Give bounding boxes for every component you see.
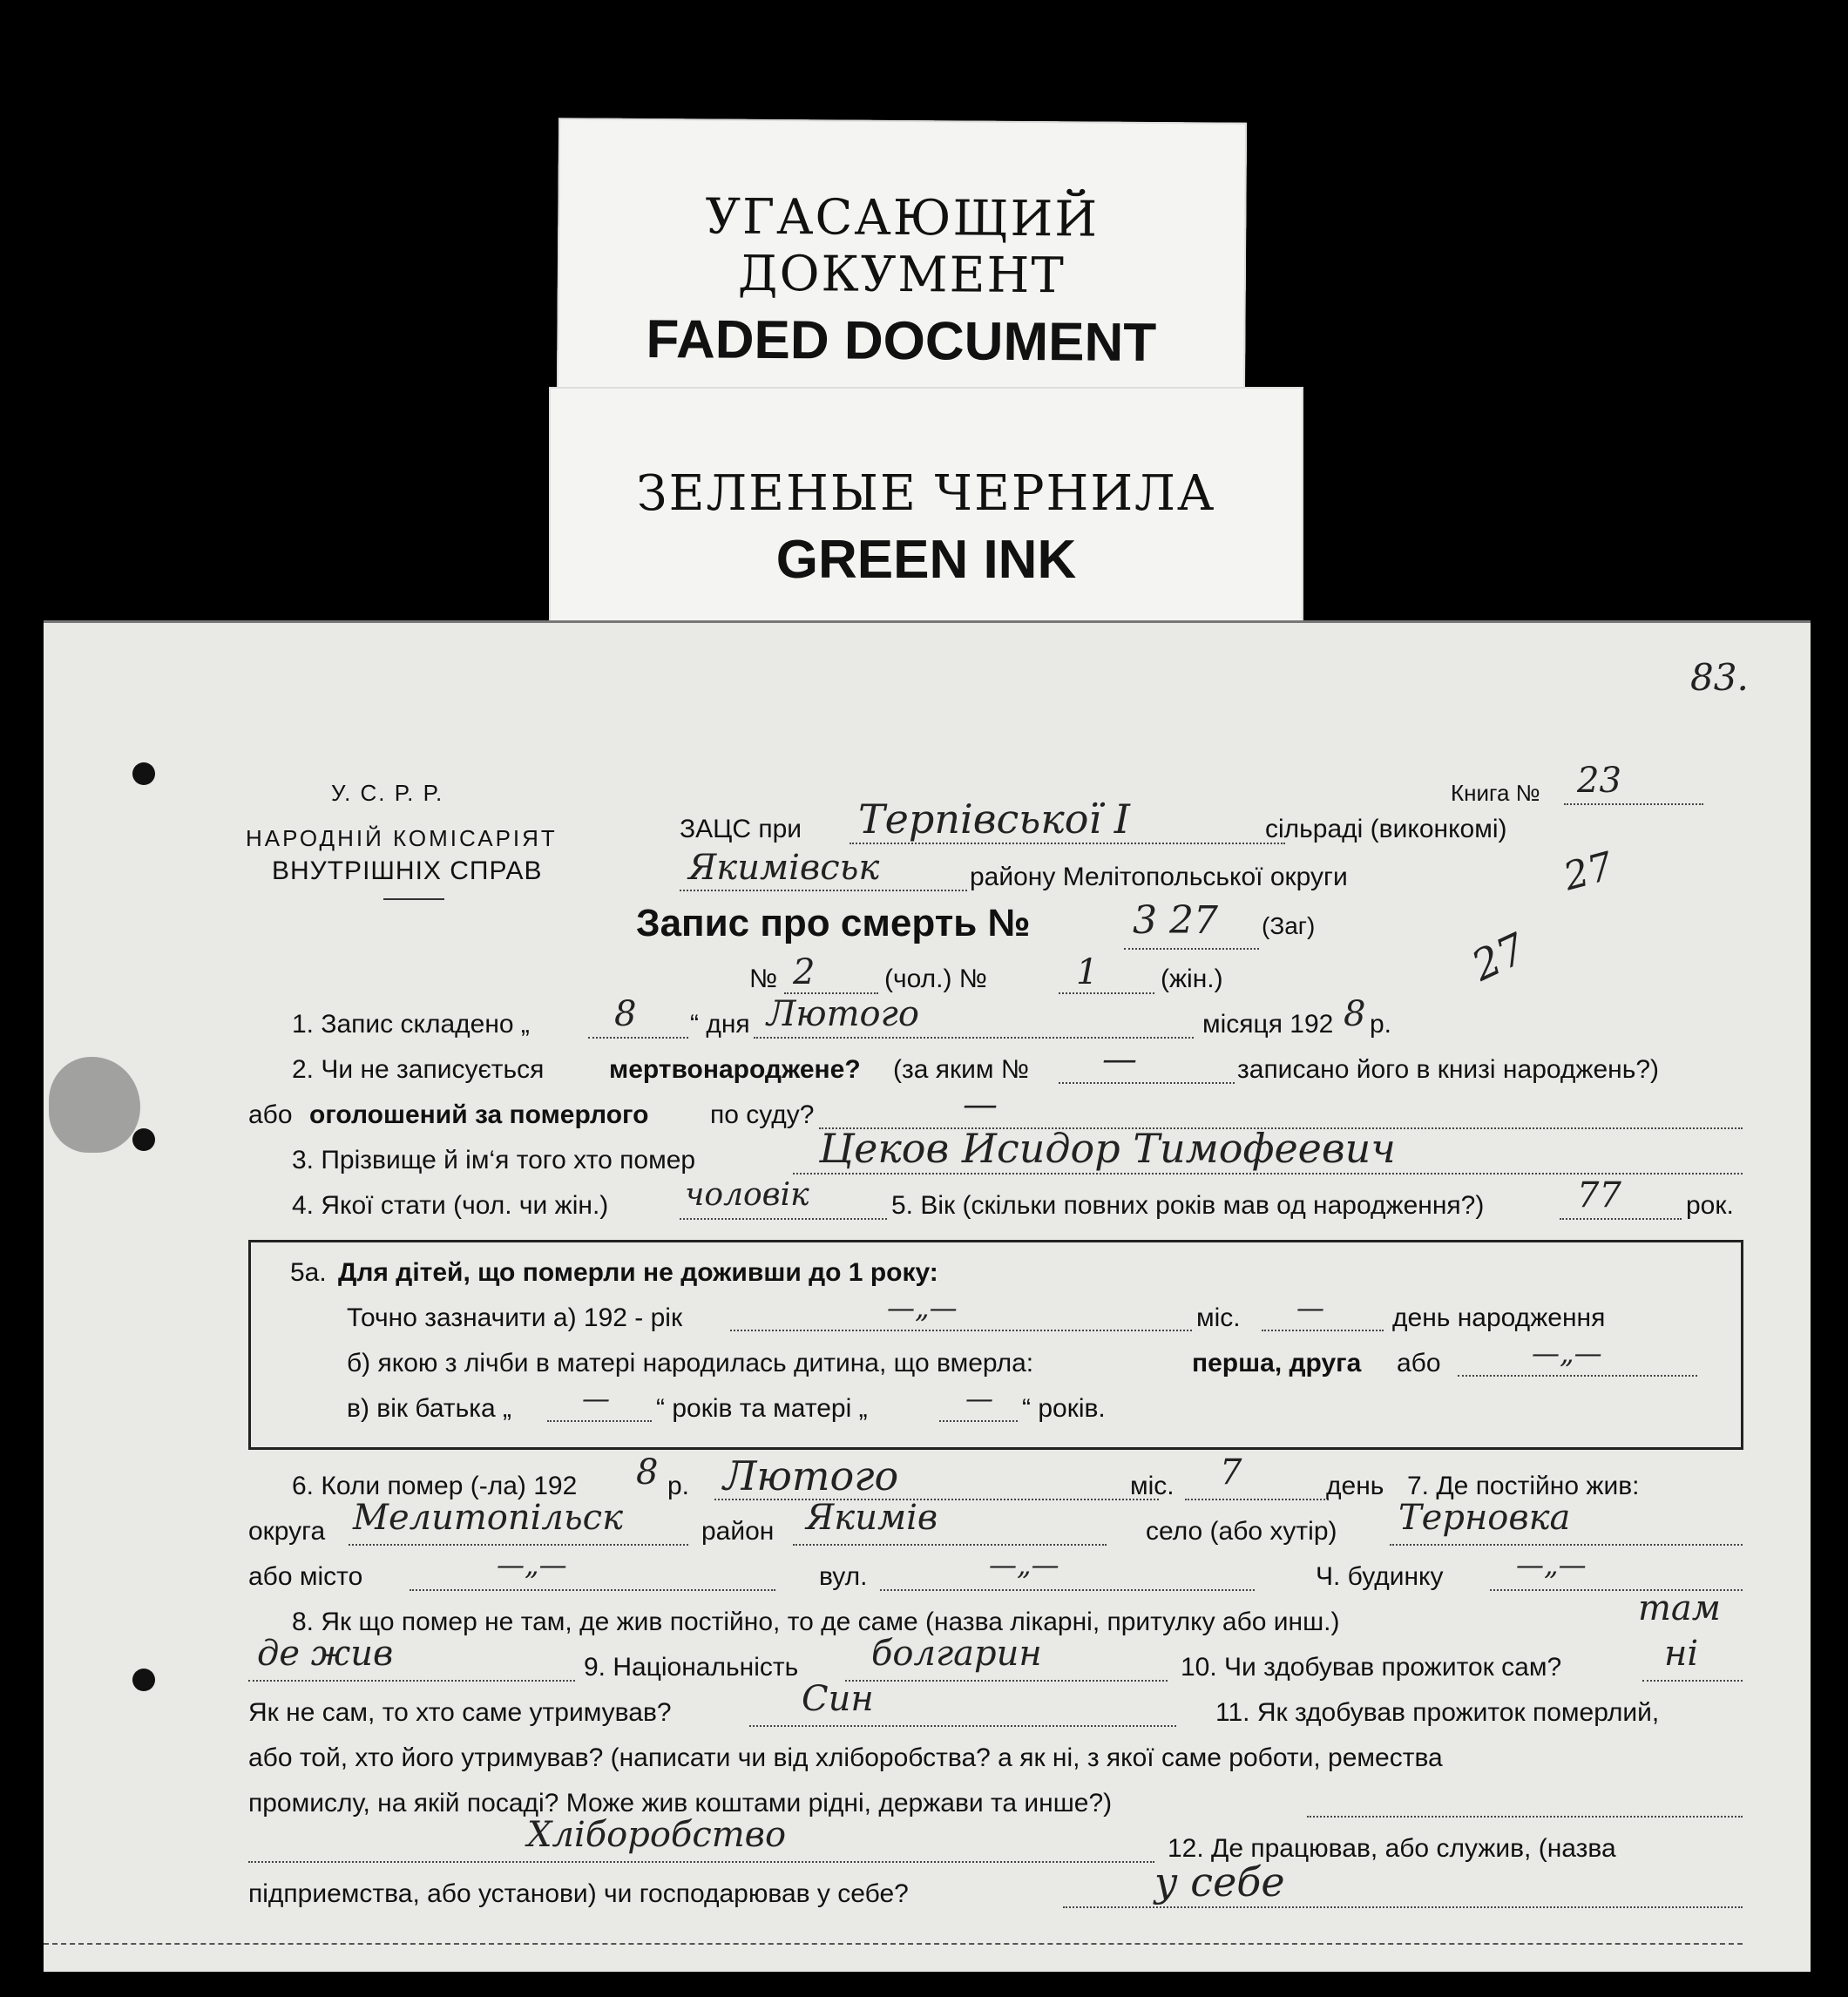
f8-place-cont: де жив bbox=[257, 1634, 394, 1674]
green-ink-label-ru: ЗЕЛЕНЫЕ ЧЕРНИЛА bbox=[636, 465, 1216, 522]
faded-document-label bbox=[557, 118, 1247, 402]
f5a-line1-month: — bbox=[1296, 1291, 1324, 1324]
f5a-line2-label: б) якою з лічби в матері народилась дитина, що вмерла: bbox=[347, 1349, 1034, 1378]
f6-day-label: день bbox=[1326, 1472, 1384, 1500]
raion-suffix: району Мелітопольської округи bbox=[970, 863, 1348, 891]
f2-court: по суду? bbox=[710, 1100, 815, 1129]
nationality: болгарин bbox=[871, 1634, 1042, 1674]
supporter-line bbox=[749, 1725, 1176, 1727]
punch-hole bbox=[132, 762, 155, 785]
green-ink-label bbox=[549, 387, 1303, 640]
punch-hole bbox=[132, 1128, 155, 1151]
record-number-line bbox=[1124, 948, 1259, 950]
zacs-prefix: ЗАЦС при bbox=[680, 815, 802, 843]
header-rule bbox=[383, 898, 444, 900]
f2-number-label: (за яким № bbox=[893, 1055, 1030, 1084]
f7-okruga-line bbox=[349, 1544, 688, 1546]
f5-suffix: рок. bbox=[1686, 1191, 1734, 1220]
record-title: Запис про смерть № bbox=[636, 902, 1031, 944]
f12-label: 12. Де працював, або служив, (назва bbox=[1168, 1834, 1616, 1863]
f7-selo-label: село (або хутір) bbox=[1146, 1517, 1337, 1546]
faded-label-en: FADED DOCUMENT bbox=[646, 308, 1157, 374]
f2-or: або bbox=[248, 1100, 293, 1129]
f7-raion-label: район bbox=[701, 1517, 775, 1546]
male-no-label: № bbox=[749, 965, 778, 993]
faded-label-ru: УГАСАЮЩИЙ ДОКУМЕНТ bbox=[705, 188, 1100, 305]
f7-okruga-label: округа bbox=[248, 1517, 326, 1546]
f7-misto-label: або місто bbox=[248, 1562, 363, 1591]
f1-month-label: місяця 192 bbox=[1202, 1010, 1334, 1039]
f2-number-line bbox=[1059, 1082, 1235, 1084]
f7-misto: —„— bbox=[497, 1548, 567, 1581]
f7-vul: —„— bbox=[989, 1548, 1059, 1581]
f12-question: підприемства, або установи) чи господарював у себе? bbox=[248, 1879, 909, 1908]
f7-label: 7. Де постійно жив: bbox=[1407, 1472, 1640, 1500]
record-title-suffix: (Заг) bbox=[1262, 912, 1316, 939]
margin-note-upper: 27 bbox=[1559, 843, 1618, 900]
zacs-suffix: сільраді (виконкомі) bbox=[1265, 815, 1507, 843]
occupation: Хліборобство bbox=[527, 1815, 787, 1855]
f10-label: 10. Чи здобував прожиток сам? bbox=[1181, 1653, 1562, 1682]
f1-day-line bbox=[588, 1037, 688, 1039]
f5a-line3-label: в) вік батька „ bbox=[347, 1394, 512, 1423]
f7-raion: Якимів bbox=[806, 1498, 938, 1538]
bottom-edge-rule bbox=[44, 1943, 1743, 1945]
f1-day-label: “ дня bbox=[690, 1010, 750, 1039]
supporter: Син bbox=[802, 1679, 874, 1719]
raion-name: Якимівськ bbox=[688, 848, 880, 888]
f8-label: 8. Як що помер не там, де жив постійно, то де саме (назва лікарні, притулку або инш.) bbox=[292, 1608, 1340, 1636]
f5-label: 5. Вік (скільки повних років мав од народження?) bbox=[891, 1191, 1485, 1220]
book-number-line bbox=[1564, 803, 1703, 805]
f7-bud: —„— bbox=[1516, 1548, 1587, 1581]
deceased-age: 77 bbox=[1577, 1175, 1621, 1215]
f5a-mother-age-line bbox=[939, 1420, 1018, 1422]
occupation-line bbox=[248, 1861, 1154, 1863]
f1-year: 8 bbox=[1344, 994, 1366, 1034]
ink-stain bbox=[49, 1057, 140, 1153]
f1-month: Лютого bbox=[767, 994, 919, 1034]
f5a-line1-year-line bbox=[730, 1330, 1192, 1331]
nationality-line bbox=[845, 1680, 1168, 1682]
commissariat-line-2: ВНУТРІШНІХ СПРАВ bbox=[272, 856, 543, 885]
f6-year-suffix: р. bbox=[667, 1472, 690, 1500]
f11-label: 11. Як здобував прожиток померлий, bbox=[1215, 1698, 1660, 1727]
deceased-name: Цеков Исидор Тимофеевич bbox=[819, 1125, 1396, 1172]
deceased-sex: чоловік bbox=[685, 1177, 809, 1213]
book-label: Книга № bbox=[1451, 780, 1540, 806]
raion-name-line bbox=[680, 890, 967, 891]
zacs-village-line bbox=[850, 843, 1285, 844]
f5a-line2-line bbox=[1458, 1375, 1697, 1377]
death-record-sheet bbox=[44, 620, 1811, 1972]
ussr-heading: У. С. Р. Р. bbox=[331, 780, 444, 806]
f5a-father-age: — bbox=[582, 1382, 610, 1415]
f5a-line2-options: перша, друга bbox=[1192, 1349, 1362, 1378]
male-label: (чол.) № bbox=[884, 965, 987, 993]
workplace: у себе bbox=[1154, 1858, 1285, 1906]
self-support-line bbox=[1642, 1680, 1743, 1682]
deceased-age-line bbox=[1560, 1218, 1682, 1220]
f7-misto-line bbox=[410, 1589, 775, 1591]
f2-number: — bbox=[1102, 1039, 1137, 1080]
f5a-line3-suffix: “ років. bbox=[1022, 1394, 1106, 1423]
record-number: 3 27 bbox=[1133, 898, 1218, 943]
deceased-sex-line bbox=[680, 1218, 887, 1220]
f5a-line3-mother: “ років та матері „ bbox=[656, 1394, 868, 1423]
f2-stillborn: мертвонароджене? bbox=[609, 1055, 861, 1084]
f5a-mother-age: — bbox=[965, 1382, 993, 1415]
f6-day-line bbox=[1185, 1499, 1329, 1500]
self-support: ні bbox=[1664, 1634, 1699, 1674]
book-number: 23 bbox=[1577, 761, 1621, 801]
f7-selo-line bbox=[1390, 1544, 1743, 1546]
male-count: 2 bbox=[793, 952, 816, 992]
f1-day: 8 bbox=[614, 994, 637, 1034]
f5a-line1-label: Точно зазначити а) 192 - рік bbox=[347, 1303, 683, 1332]
f5a-line1-year: —„— bbox=[887, 1291, 958, 1324]
f8-place-line bbox=[248, 1680, 575, 1682]
f2-court-value: — bbox=[963, 1085, 998, 1125]
f6-day: 7 bbox=[1220, 1452, 1242, 1493]
female-count-line bbox=[1059, 992, 1154, 994]
f11-line-1 bbox=[1307, 1816, 1743, 1818]
deceased-name-line bbox=[793, 1173, 1743, 1175]
f2-label: 2. Чи не записується bbox=[292, 1055, 545, 1084]
f6-month: Лютого bbox=[723, 1452, 899, 1499]
f5a-line2-or: або bbox=[1397, 1349, 1441, 1378]
female-count: 1 bbox=[1076, 952, 1099, 992]
infant-section-box bbox=[248, 1240, 1743, 1450]
f7-vul-label: вул. bbox=[819, 1562, 868, 1591]
workplace-line bbox=[1063, 1906, 1743, 1908]
f6-label: 6. Коли помер (-ла) 192 bbox=[292, 1472, 578, 1500]
f11-question-cont: промислу, на якій посаді? Може жив коштами рідні, держави та инше?) bbox=[248, 1789, 1113, 1818]
f5a-line1-month-label: міс. bbox=[1196, 1303, 1241, 1332]
f5a-title: Для дітей, що померли не доживши до 1 року: bbox=[338, 1258, 938, 1287]
f7-selo: Терновка bbox=[1398, 1498, 1571, 1538]
zacs-village: Терпівської I bbox=[858, 795, 1130, 843]
punch-hole bbox=[132, 1669, 155, 1691]
f5a-line2-value: —„— bbox=[1532, 1337, 1602, 1370]
f6-month-label: міс. bbox=[1130, 1472, 1174, 1500]
female-label: (жін.) bbox=[1161, 965, 1223, 993]
f3-label: 3. Прізвище й ім‘я того хто помер bbox=[292, 1146, 696, 1175]
f1-year-suffix: р. bbox=[1370, 1010, 1392, 1039]
f7-bud-label: Ч. будинку bbox=[1316, 1562, 1444, 1591]
green-ink-label-en: GREEN INK bbox=[775, 530, 1077, 590]
corner-folio-number: 83. bbox=[1690, 656, 1749, 699]
f1-label: 1. Запис складено „ bbox=[292, 1010, 530, 1039]
commissariat-line-1: НАРОДНІЙ КОМІСАРІЯТ bbox=[246, 825, 558, 851]
f5a-line1-suffix: день народження bbox=[1392, 1303, 1606, 1332]
f2-declared: оголошений за померлого bbox=[309, 1100, 649, 1129]
margin-note-lower: 27 bbox=[1465, 924, 1534, 992]
f5a-number: 5а. bbox=[290, 1258, 327, 1287]
f6-year: 8 bbox=[636, 1452, 659, 1493]
f8-place: там bbox=[1638, 1588, 1721, 1628]
f7-raion-line bbox=[793, 1544, 1107, 1546]
f10-supporter-label: Як не сам, то хто саме утримував? bbox=[248, 1698, 672, 1727]
f7-okruga: Мелитопільск bbox=[353, 1498, 623, 1538]
f9-label: 9. Національність bbox=[584, 1653, 799, 1682]
f1-month-line bbox=[754, 1037, 1194, 1039]
f7-vul-line bbox=[880, 1589, 1255, 1591]
f5a-line1-month-line bbox=[1262, 1330, 1384, 1331]
f4-label: 4. Якої стати (чол. чи жін.) bbox=[292, 1191, 609, 1220]
f2-birth-book: записано його в книзі народжень?) bbox=[1237, 1055, 1660, 1084]
f11-question: або той, хто його утримував? (написати чи від хліборобства? а як ні, з якої саме роботи, ремества bbox=[248, 1743, 1443, 1772]
f5a-father-age-line bbox=[547, 1420, 652, 1422]
